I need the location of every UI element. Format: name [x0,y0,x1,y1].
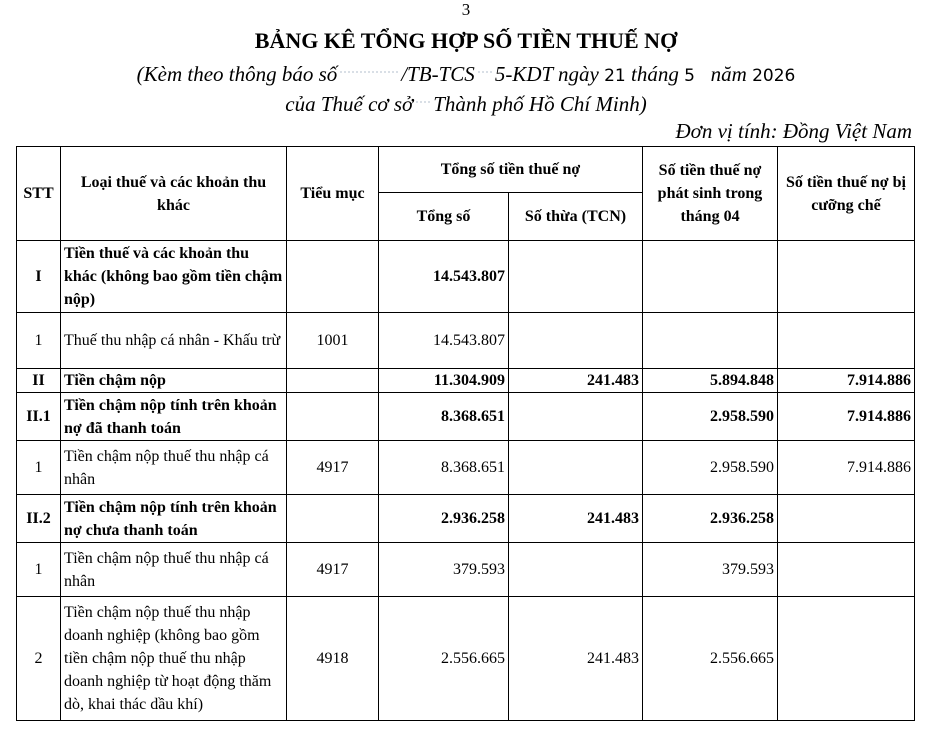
subtitle-prefix: (Kèm theo thông báo số [136,62,338,86]
cell-surplus [509,313,643,369]
header-tax-type: Loại thuế và các khoản thu khác [61,147,287,241]
cell-total: 2.936.258 [379,495,509,543]
cell-enforced: 7.914.886 [778,393,915,441]
cell-name: Tiền chậm nộp tính trên khoản nợ đã thanh toán [61,393,287,441]
table-row [17,313,915,369]
table-row [17,393,915,441]
subtitle-line2-prefix: của Thuế cơ sở [285,92,414,116]
cell-total: 14.543.807 [379,313,509,369]
tax-debt-table [16,146,915,721]
cell-name: Thuế thu nhập cá nhân - Khấu trừ [61,313,287,369]
cell-stt: 1 [17,441,61,495]
table-row [17,369,915,393]
cell-enforced: 7.914.886 [778,441,915,495]
cell-arising: 5.894.848 [643,369,778,393]
cell-stt: 1 [17,313,61,369]
cell-arising: 2.556.665 [643,597,778,721]
cell-enforced [778,313,915,369]
cell-name: Tiền chậm nộp [61,369,287,393]
cell-code: 4917 [287,441,379,495]
redaction-mark [340,71,398,81]
cell-surplus [509,393,643,441]
cell-total: 8.368.651 [379,441,509,495]
cell-arising: 2.936.258 [643,495,778,543]
subtitle-year: 2026 [752,66,796,86]
subtitle-month: 5 [684,66,695,86]
cell-arising: 2.958.590 [643,393,778,441]
table-row [17,597,915,721]
cell-surplus: 241.483 [509,597,643,721]
cell-name: Tiền chậm nộp tính trên khoản nợ chưa thanh toán [61,495,287,543]
cell-stt: I [17,241,61,313]
cell-stt: II [17,369,61,393]
subtitle-date-label: ngày [558,62,599,86]
header-enforced: Số tiền thuế nợ bị cưỡng chế [778,147,915,241]
cell-total: 11.304.909 [379,369,509,393]
cell-code [287,241,379,313]
cell-name: Tiền chậm nộp thuế thu nhập cá nhân [61,543,287,597]
cell-arising [643,241,778,313]
cell-stt: 1 [17,543,61,597]
cell-code [287,393,379,441]
table-row [17,543,915,597]
header-sub-item: Tiểu mục [287,147,379,241]
header-total-debt: Tổng số tiền thuế nợ [379,147,643,193]
subtitle-code-2: 5-KDT [494,62,553,86]
subtitle-day: 21 [604,66,626,86]
header-total: Tổng số [379,193,509,241]
cell-enforced [778,543,915,597]
cell-enforced [778,241,915,313]
cell-surplus [509,241,643,313]
page-number: 3 [461,0,471,19]
cell-stt: II.1 [17,393,61,441]
cell-surplus [509,441,643,495]
table-row [17,241,915,313]
cell-arising: 379.593 [643,543,778,597]
cell-total: 379.593 [379,543,509,597]
redaction-mark [416,101,430,111]
redaction-mark [478,71,492,81]
cell-total: 8.368.651 [379,393,509,441]
document-title: BẢNG KÊ TỔNG HỢP SỐ TIỀN THUẾ NỢ [254,28,678,53]
cell-arising [643,313,778,369]
cell-enforced [778,597,915,721]
cell-surplus [509,543,643,597]
cell-stt: II.2 [17,495,61,543]
cell-surplus: 241.483 [509,495,643,543]
cell-name: Tiền chậm nộp thuế thu nhập cá nhân [61,441,287,495]
cell-stt: 2 [17,597,61,721]
cell-total: 14.543.807 [379,241,509,313]
subtitle-line-2 [0,90,932,118]
header-arising: Số tiền thuế nợ phát sinh trong tháng 04 [643,147,778,241]
cell-code: 1001 [287,313,379,369]
header-stt: STT [17,147,61,241]
subtitle-line-1 [0,60,932,90]
subtitle-month-label: tháng [631,62,679,86]
cell-total: 2.556.665 [379,597,509,721]
cell-code: 4917 [287,543,379,597]
cell-surplus: 241.483 [509,369,643,393]
cell-enforced [778,495,915,543]
cell-code: 4918 [287,597,379,721]
cell-name: Tiền thuế và các khoản thu khác (không bao gồm tiền chậm nộp) [61,241,287,313]
cell-name: Tiền chậm nộp thuế thu nhập doanh nghiệp (không bao gồm tiền chậm nộp thuế thu nhập doanh nghiệp từ hoạt động thăm dò, khai thác dầu khí) [61,597,287,721]
cell-code [287,369,379,393]
currency-unit: Đơn vị tính: Đồng Việt Nam [675,119,912,143]
subtitle-code: /TB-TCS [401,62,475,86]
cell-enforced: 7.914.886 [778,369,915,393]
header-surplus: Số thừa (TCN) [509,193,643,241]
subtitle-year-label: năm [710,62,747,86]
table-row [17,495,915,543]
subtitle-line2-suffix: Thành phố Hồ Chí Minh) [433,92,647,116]
cell-arising: 2.958.590 [643,441,778,495]
cell-code [287,495,379,543]
table-row [17,441,915,495]
